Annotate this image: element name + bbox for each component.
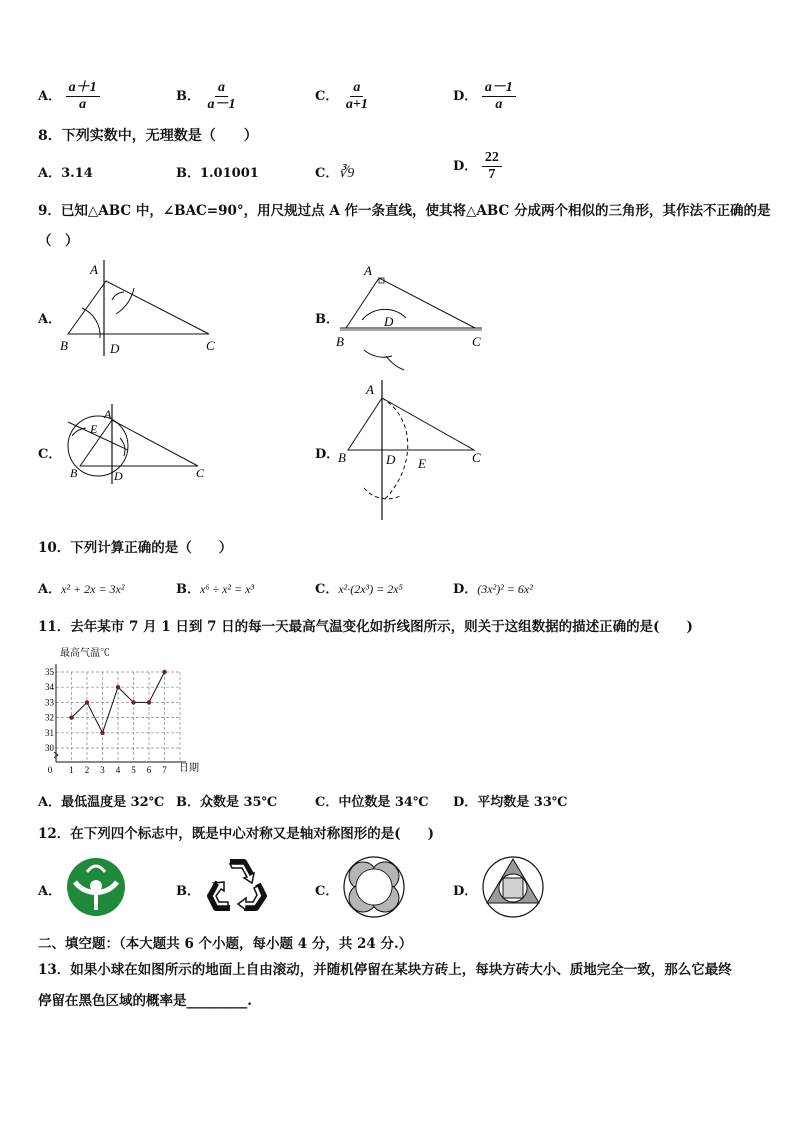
chart-axes [54, 664, 186, 762]
svg-text:D: D [386, 452, 396, 467]
four-petal-circle-icon [342, 855, 406, 919]
q7-option-a: A． $\frac{a+1}{a}$ [38, 80, 100, 113]
y-tick-label: 33 [45, 697, 54, 708]
q8-option-d: D． $\frac{22}{7}$ [453, 150, 502, 183]
q7-b-fraction: $\frac{a}{a-1}$ [207, 80, 236, 112]
recycle-symbol-icon [204, 852, 270, 918]
y-tick-label: 35 [45, 667, 54, 677]
x-tick-label: 4 [115, 765, 121, 774]
q12-stem: 12．在下列四个标志中，既是中心对称又是轴对称图形的是( ) [38, 826, 435, 842]
green-food-logo-icon [65, 856, 127, 918]
q9-option-b-label: B． [315, 312, 339, 327]
data-point [131, 700, 135, 704]
q8-option-a: A．3.14 [38, 166, 93, 181]
svg-text:D: D [384, 314, 394, 329]
q9-option-c-label: C． [38, 447, 62, 462]
x-tick-label: 0 [47, 765, 53, 774]
svg-text:B: B [336, 334, 344, 349]
q11-stem: 11．去年某市 7 月 1 日到 7 日的每一天最高气温变化如折线图所示，则关于这组数据的描述正确的是( ) [38, 619, 693, 635]
q11-option-c: C．中位数是 34℃ [315, 795, 429, 810]
svg-text:C: C [472, 450, 481, 465]
q10-option-c: C．x²·(2x³) = 2x⁵ [315, 582, 403, 597]
svg-text:E: E [90, 422, 98, 436]
data-point [147, 700, 151, 704]
q9-option-d-label: D． [315, 447, 340, 462]
q8-stem: 8．下列实数中，无理数是（ ） [38, 128, 258, 144]
q9-figure-c [62, 400, 212, 485]
chart-x-axis-label: 日期 [179, 763, 199, 774]
x-tick-label: 5 [131, 765, 136, 774]
q13-answer-blank: _________ [186, 993, 248, 1009]
svg-text:E: E [418, 456, 426, 471]
data-point [100, 731, 104, 735]
q9-option-a-label: A． [38, 312, 62, 327]
svg-text:D: D [114, 469, 123, 483]
q10-option-d: D．(3x²)² = 6x² [453, 582, 533, 597]
svg-text:C: C [196, 466, 205, 480]
svg-text:A: A [90, 262, 98, 277]
svg-text:B: B [70, 466, 78, 480]
q8-option-b: B．1.01001 [176, 166, 259, 181]
q11-option-d: D．平均数是 33℃ [453, 795, 568, 810]
q7-option-c: C． $\frac{a}{a+1}$ [315, 80, 371, 113]
q11-option-b: B．众数是 35℃ [176, 795, 278, 810]
svg-text:C: C [206, 338, 215, 353]
q13-line2: 停留在黑色区域的概率是_________. [38, 993, 252, 1009]
section-2-title: 二、填空题：（本大题共 6 个小题，每小题 4 分，共 24 分.） [38, 936, 413, 952]
svg-text:C: C [472, 334, 481, 349]
q11-line-chart [38, 644, 208, 774]
x-tick-label: 2 [84, 765, 90, 774]
q9-stem-line1: 9．已知△ABC 中，∠BAC=90°，用尺规过点 A 作一条直线，使其将△ABC 分成两个相似的三角形，其作法不正确的是 [38, 203, 771, 219]
q12-option-d-label: D． [453, 884, 478, 899]
q7-d-fraction: $\frac{a-1}{a}$ [482, 80, 516, 113]
data-point [116, 685, 120, 689]
y-tick-label: 32 [45, 712, 54, 723]
y-tick-label: 34 [45, 682, 54, 693]
q8-d-fraction: $\frac{22}{7}$ [482, 150, 502, 183]
data-point [69, 715, 73, 719]
q7-option-d: D． $\frac{a-1}{a}$ [453, 80, 516, 113]
svg-text:A: A [104, 407, 112, 421]
x-tick-label: 3 [100, 765, 105, 774]
q13-line1: 13．如果小球在如图所示的地面上自由滚动，并随机停留在某块方砖上，每块方砖大小、质地完全一致，那么它最终 [38, 962, 732, 978]
x-tick-label: 7 [162, 765, 167, 774]
chart-y-axis-label: 最高气温℃ [60, 648, 110, 659]
triangle-square-circle-icon [480, 854, 546, 920]
q9-figure-b [334, 260, 494, 380]
q10-stem: 10．下列计算正确的是（ ） [38, 540, 233, 556]
data-point [85, 700, 89, 704]
q12-option-a-label: A． [38, 884, 62, 899]
q10-option-a: A．x² + 2x = 3x² [38, 582, 125, 597]
x-tick-label: 6 [146, 765, 152, 774]
q11-option-a: A．最低温度是 32℃ [38, 795, 165, 810]
y-tick-label: 31 [45, 727, 54, 738]
data-point [162, 670, 166, 674]
q10-option-b: B．x⁶ ÷ x² = x³ [176, 582, 255, 597]
svg-text:B: B [60, 338, 68, 353]
q12-option-c-label: C． [315, 884, 339, 899]
q9-stem-line2: （ ） [38, 233, 79, 249]
q7-a-fraction: $\frac{a+1}{a}$ [66, 80, 100, 113]
q7-c-fraction: $\frac{a}{a+1}$ [345, 80, 368, 112]
q9-figure-d [336, 378, 496, 523]
svg-text:A: A [366, 382, 374, 397]
svg-text:D: D [110, 341, 120, 356]
svg-text:A: A [364, 263, 372, 278]
q12-option-b-label: B． [176, 884, 200, 899]
q7-option-b: B． $\frac{a}{a-1}$ [176, 80, 239, 113]
q8-option-c: C．∛9 [315, 166, 355, 181]
y-tick-label: 30 [45, 743, 54, 753]
x-tick-label: 1 [69, 765, 74, 774]
q9-figure-a [56, 256, 226, 360]
svg-text:B: B [338, 450, 346, 465]
